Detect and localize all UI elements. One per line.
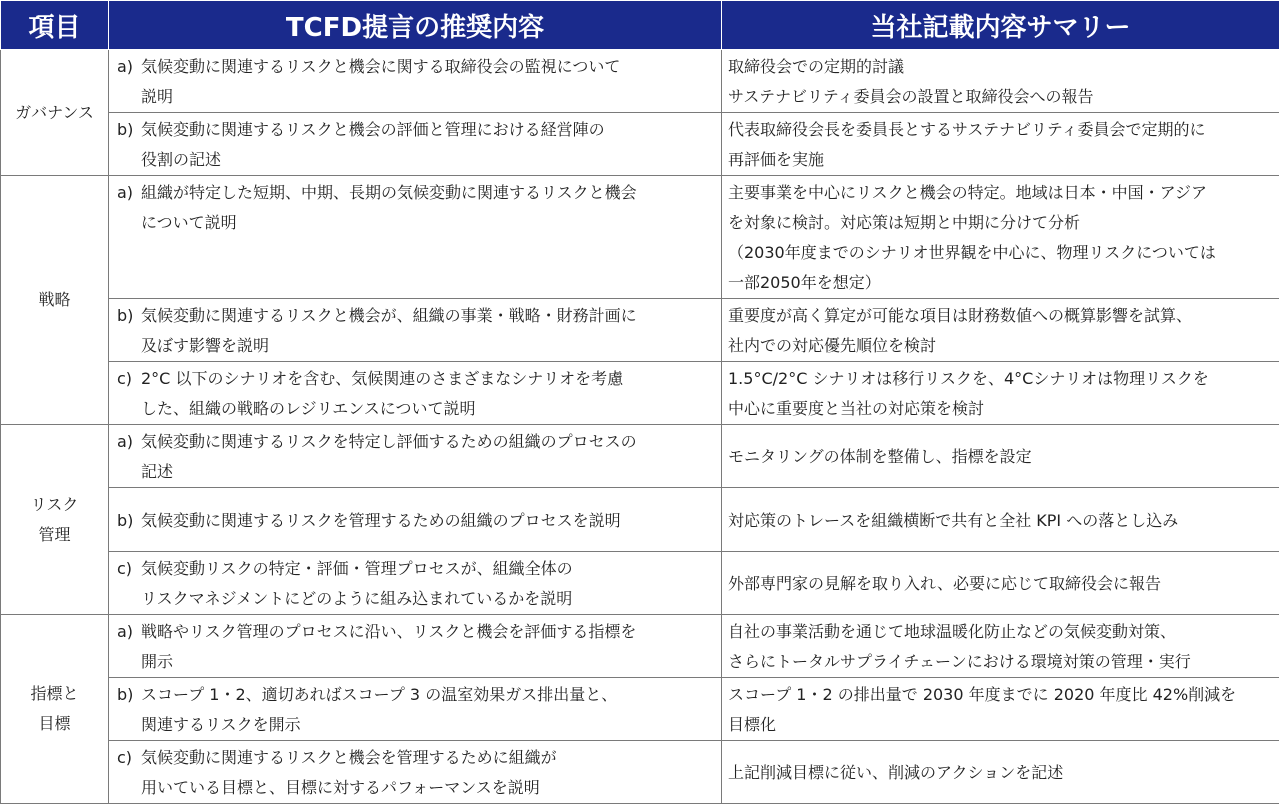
category-metrics-targets: 指標と 目標 (1, 615, 109, 804)
recommendation-text: スコープ 1・2、適切あればスコープ 3 の温室効果ガス排出量と、 関連するリスクを開示 (141, 680, 717, 740)
table-row (1, 299, 1279, 362)
recommendation-text: 気候変動に関連するリスクと機会の評価と管理における経営陣の 役割の記述 (141, 115, 717, 175)
table-row (1, 678, 1279, 741)
table-row (1, 176, 1279, 299)
header-tcfd-recommendation: TCFD提言の推奨内容 (109, 1, 722, 50)
row-marker: b) (117, 115, 141, 175)
row-marker: c) (117, 554, 141, 614)
summary-text: 代表取締役会長を委員長とするサステナビリティ委員会で定期的に 再評価を実施 (728, 115, 1275, 175)
row-marker: c) (117, 364, 141, 424)
row-marker: a) (117, 617, 141, 677)
row-marker: a) (117, 178, 141, 238)
header-item: 項目 (1, 1, 109, 50)
category-risk-management: リスク 管理 (1, 425, 109, 615)
table-row (1, 615, 1279, 678)
row-marker: b) (117, 301, 141, 361)
summary-text: 主要事業を中心にリスクと機会の特定。地域は日本・中国・アジア を対象に検討。対応策は短期と中期に分けて分析 （2030年度までのシナリオ世界観を中心に、物理リスクについては 一部2050年を想定） (728, 178, 1275, 298)
header-row (1, 1, 1279, 50)
recommendation-text: 気候変動に関連するリスクを管理するための組織のプロセスを説明 (141, 506, 717, 536)
recommendation-text: 2°C 以下のシナリオを含む、気候関連のさまざまなシナリオを考慮 した、組織の戦略のレジリエンスについて説明 (141, 364, 717, 424)
recommendation-text: 戦略やリスク管理のプロセスに沿い、リスクと機会を評価する指標を 開示 (141, 617, 717, 677)
recommendation-text: 気候変動に関連するリスクと機会に関する取締役会の監視について 説明 (141, 52, 717, 112)
recommendation-text: 気候変動に関連するリスクと機会が、組織の事業・戦略・財務計画に 及ぼす影響を説明 (141, 301, 717, 361)
summary-text: 取締役会での定期的討議 サステナビリティ委員会の設置と取締役会への報告 (728, 52, 1275, 112)
row-marker: c) (117, 743, 141, 803)
summary-text: 自社の事業活動を通じて地球温暖化防止などの気候変動対策、 さらにトータルサプライチェーンにおける環境対策の管理・実行 (728, 617, 1275, 677)
recommendation-text: 気候変動に関連するリスクを特定し評価するための組織のプロセスの 記述 (141, 427, 717, 487)
table-row (1, 741, 1279, 804)
category-governance: ガバナンス (1, 50, 109, 176)
row-marker: b) (117, 506, 141, 536)
summary-text: 外部専門家の見解を取り入れ、必要に応じて取締役会に報告 (728, 569, 1275, 599)
table-row (1, 488, 1279, 552)
summary-text: 対応策のトレースを組織横断で共有と全社 KPI への落とし込み (728, 506, 1275, 536)
table-row (1, 362, 1279, 425)
summary-text: 1.5°C/2°C シナリオは移行リスクを、4°Cシナリオは物理リスクを 中心に重要度と当社の対応策を検討 (728, 364, 1275, 424)
recommendation-text: 気候変動リスクの特定・評価・管理プロセスが、組織全体の リスクマネジメントにどのように組み込まれているかを説明 (141, 554, 717, 614)
recommendation-text: 気候変動に関連するリスクと機会を管理するために組織が 用いている目標と、目標に対するパフォーマンスを説明 (141, 743, 717, 803)
header-company-summary: 当社記載内容サマリー (722, 1, 1279, 50)
row-marker: a) (117, 427, 141, 487)
row-marker: b) (117, 680, 141, 740)
summary-text: スコープ 1・2 の排出量で 2030 年度までに 2020 年度比 42%削減を 目標化 (728, 680, 1275, 740)
summary-text: 上記削減目標に従い、削減のアクションを記述 (728, 758, 1275, 788)
table-row (1, 552, 1279, 615)
summary-text: 重要度が高く算定が可能な項目は財務数値への概算影響を試算、 社内での対応優先順位を検討 (728, 301, 1275, 361)
recommendation-text: 組織が特定した短期、中期、長期の気候変動に関連するリスクと機会 について説明 (141, 178, 717, 238)
row-marker: a) (117, 52, 141, 112)
table-row (1, 113, 1279, 176)
table-row (1, 425, 1279, 488)
category-strategy: 戦略 (1, 176, 109, 425)
table-row (1, 50, 1279, 113)
summary-text: モニタリングの体制を整備し、指標を設定 (728, 442, 1275, 472)
